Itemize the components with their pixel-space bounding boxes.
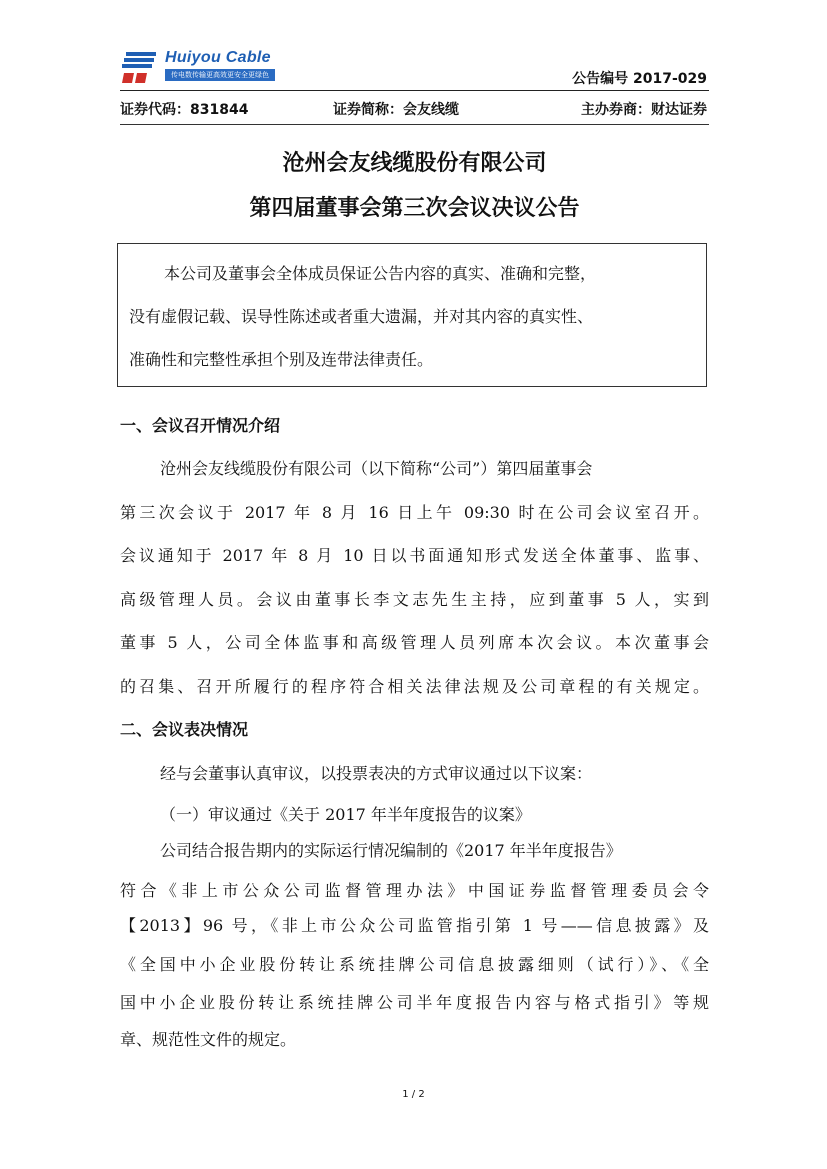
sponsor-broker: 主办券商：财达证券 — [581, 102, 707, 118]
paragraph-line: 第三次会议于 2017 年 8 月 16 日上午 09:30 时在公司会议室召开。 — [120, 503, 709, 522]
paragraph-line: 沧州会友线缆股份有限公司（以下简称“公司”）第四届董事会 — [160, 459, 593, 478]
paragraph-line: 【2013】96 号，《非上市公众公司监管指引第 1 号——信息披露》及 — [120, 916, 709, 935]
section-heading-meeting-info: 一、会议召开情况介绍 — [120, 416, 281, 435]
cable-logo-icon — [122, 49, 160, 85]
logo-slogan: 传电数传输更高效更安全更绿色 — [165, 69, 275, 81]
paragraph-line: 高级管理人员。会议由董事长李文志先生主持，应到董事 5 人，实到 — [120, 590, 709, 609]
motion-title: （一）审议通过《关于 2017 年半年度报告的议案》 — [160, 805, 531, 824]
meta-divider — [120, 124, 709, 125]
header-divider — [120, 90, 709, 91]
company-title: 沧州会友线缆股份有限公司 — [282, 151, 547, 176]
stock-code: 证券代码：831844 — [120, 102, 249, 118]
paragraph-line: 《全国中小企业股份转让系统挂牌公司信息披露细则（试行）》、《全 — [120, 955, 709, 974]
responsibility-statement-box — [117, 243, 707, 387]
announcement-number: 公告编号 2017-029 — [572, 71, 707, 87]
statement-line: 没有虚假记载、误导性陈述或者重大遗漏，并对其内容的真实性、 — [129, 307, 594, 326]
section-heading-voting: 二、会议表决情况 — [120, 720, 249, 739]
paragraph-line: 会议通知于 2017 年 8 月 10 日以书面通知形式发送全体董事、监事、 — [120, 546, 709, 565]
paragraph-line: 国中小企业股份转让系统挂牌公司半年度报告内容与格式指引》等规 — [120, 993, 709, 1012]
logo-brand: Huiyou Cable — [165, 49, 271, 66]
paragraph-line: 的召集、召开所履行的程序符合相关法律法规及公司章程的有关规定。 — [120, 677, 709, 696]
page-number: 1 / 2 — [402, 1089, 425, 1100]
stock-name: 证券简称：会友线缆 — [333, 102, 459, 118]
paragraph-line: 章、规范性文件的规定。 — [120, 1030, 297, 1049]
paragraph-line: 公司结合报告期内的实际运行情况编制的《2017 年半年度报告》 — [160, 841, 622, 860]
statement-line: 本公司及董事会全体成员保证公告内容的真实、准确和完整， — [164, 264, 597, 283]
statement-line: 准确性和完整性承担个别及连带法律责任。 — [129, 350, 434, 369]
company-logo — [122, 47, 282, 87]
paragraph-line: 董事 5 人，公司全体监事和高级管理人员列席本次会议。本次董事会 — [120, 633, 709, 652]
paragraph-line: 符合《非上市公众公司监督管理办法》中国证券监督管理委员会令 — [120, 881, 709, 900]
announcement-title: 第四届董事会第三次会议决议公告 — [249, 196, 580, 221]
paragraph-line: 经与会董事认真审议，以投票表决的方式审议通过以下议案： — [160, 764, 593, 783]
